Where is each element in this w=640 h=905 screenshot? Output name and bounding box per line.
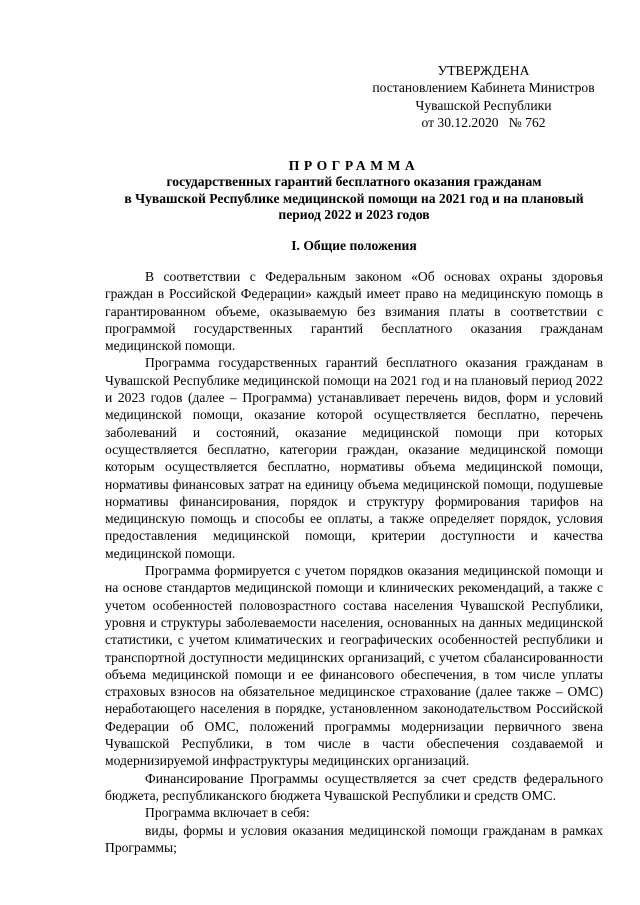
section-heading: I. Общие положения [291, 238, 417, 253]
paragraph-4: Финансирование Программы осуществляется за счет средств федерального бюджета, республиканского бюджета Чувашской Республики и средств ОМС. [105, 770, 603, 803]
paragraph-3: Программа формируется с учетом порядков оказания медицинской помощи и на основе стандартов медицинской помощи и клинических рекомендаций, а также с учетом особенностей половозрастного состава населения Чувашской Республики, уровня и структуры заболеваемости населения, основанных на данных медицинской статистики, с учетом климатических и географических особенностей республики и транспортной доступности медицинских организаций, с учетом сбалансированности объема медицинской помощи и ее финансового обеспечения, в том числе уплаты страховых взносов на обязательное медицинское страхование (далее также – ОМС) неработающего населения в порядке, установленном законодательством Российской Федерации об ОМС, положений программы модернизации первичного звена Чувашской Республики, в том числе в части обеспечения создаваемой и модернизируемой инфраструктуры медицинских организаций. [105, 563, 603, 769]
paragraph-6: виды, формы и условия оказания медицинской помощи гражданам в рамках Программы; [105, 822, 603, 855]
approval-heading: УТВЕРЖДЕНА [437, 63, 530, 78]
title-heading: ПРОГРАММА [288, 158, 420, 173]
document-title [105, 158, 603, 224]
approval-region: Чувашской Республики [415, 97, 552, 113]
title-line-2: в Чувашской Республике медицинской помощи на 2021 год и на плановый [124, 190, 584, 206]
title-line-1: государственных гарантий бесплатного оказания гражданам [166, 174, 542, 190]
paragraph-1: В соответствии с Федеральным законом «Об основах охраны здоровья граждан в Российской Федерации» каждый имеет право на медицинскую помощь в гарантированном объеме, оказываемую без взимания платы в соответствии с программой государственных гарантий бесплатного оказания гражданам медицинской помощи. [105, 269, 603, 354]
paragraph-5: Программа включает в себя: [145, 805, 310, 821]
document-body [105, 268, 603, 856]
paragraph-2: Программа государственных гарантий бесплатного оказания гражданам в Чувашской Республике медицинской помощи на 2021 год и на плановый период 2022 и 2023 годов (далее – Программа) устанавливает перечень видов, форм и условий медицинской помощи, оказание которой осуществляется бесплатно, перечень заболеваний и состояний, оказание медицинской помощи при которых осуществляется бесплатно, категории граждан, оказание медицинской помощи которым осуществляется бесплатно, нормативы объема медицинской помощи, нормативы финансовых затрат на единицу объема медицинской помощи, подушевые нормативы финансирования, порядок и структуру формирования тарифов на медицинскую помощь и способы ее оплаты, а также определяет порядок, условия предоставления медицинской помощи, критерии доступности и качества медицинской помощи. [105, 355, 603, 561]
approval-date-number: от 30.12.2020 № 762 [421, 115, 546, 131]
approval-issuer: постановлением Кабинета Министров [372, 80, 595, 96]
title-line-3: период 2022 и 2023 годов [278, 207, 430, 223]
approval-stamp [356, 62, 611, 132]
